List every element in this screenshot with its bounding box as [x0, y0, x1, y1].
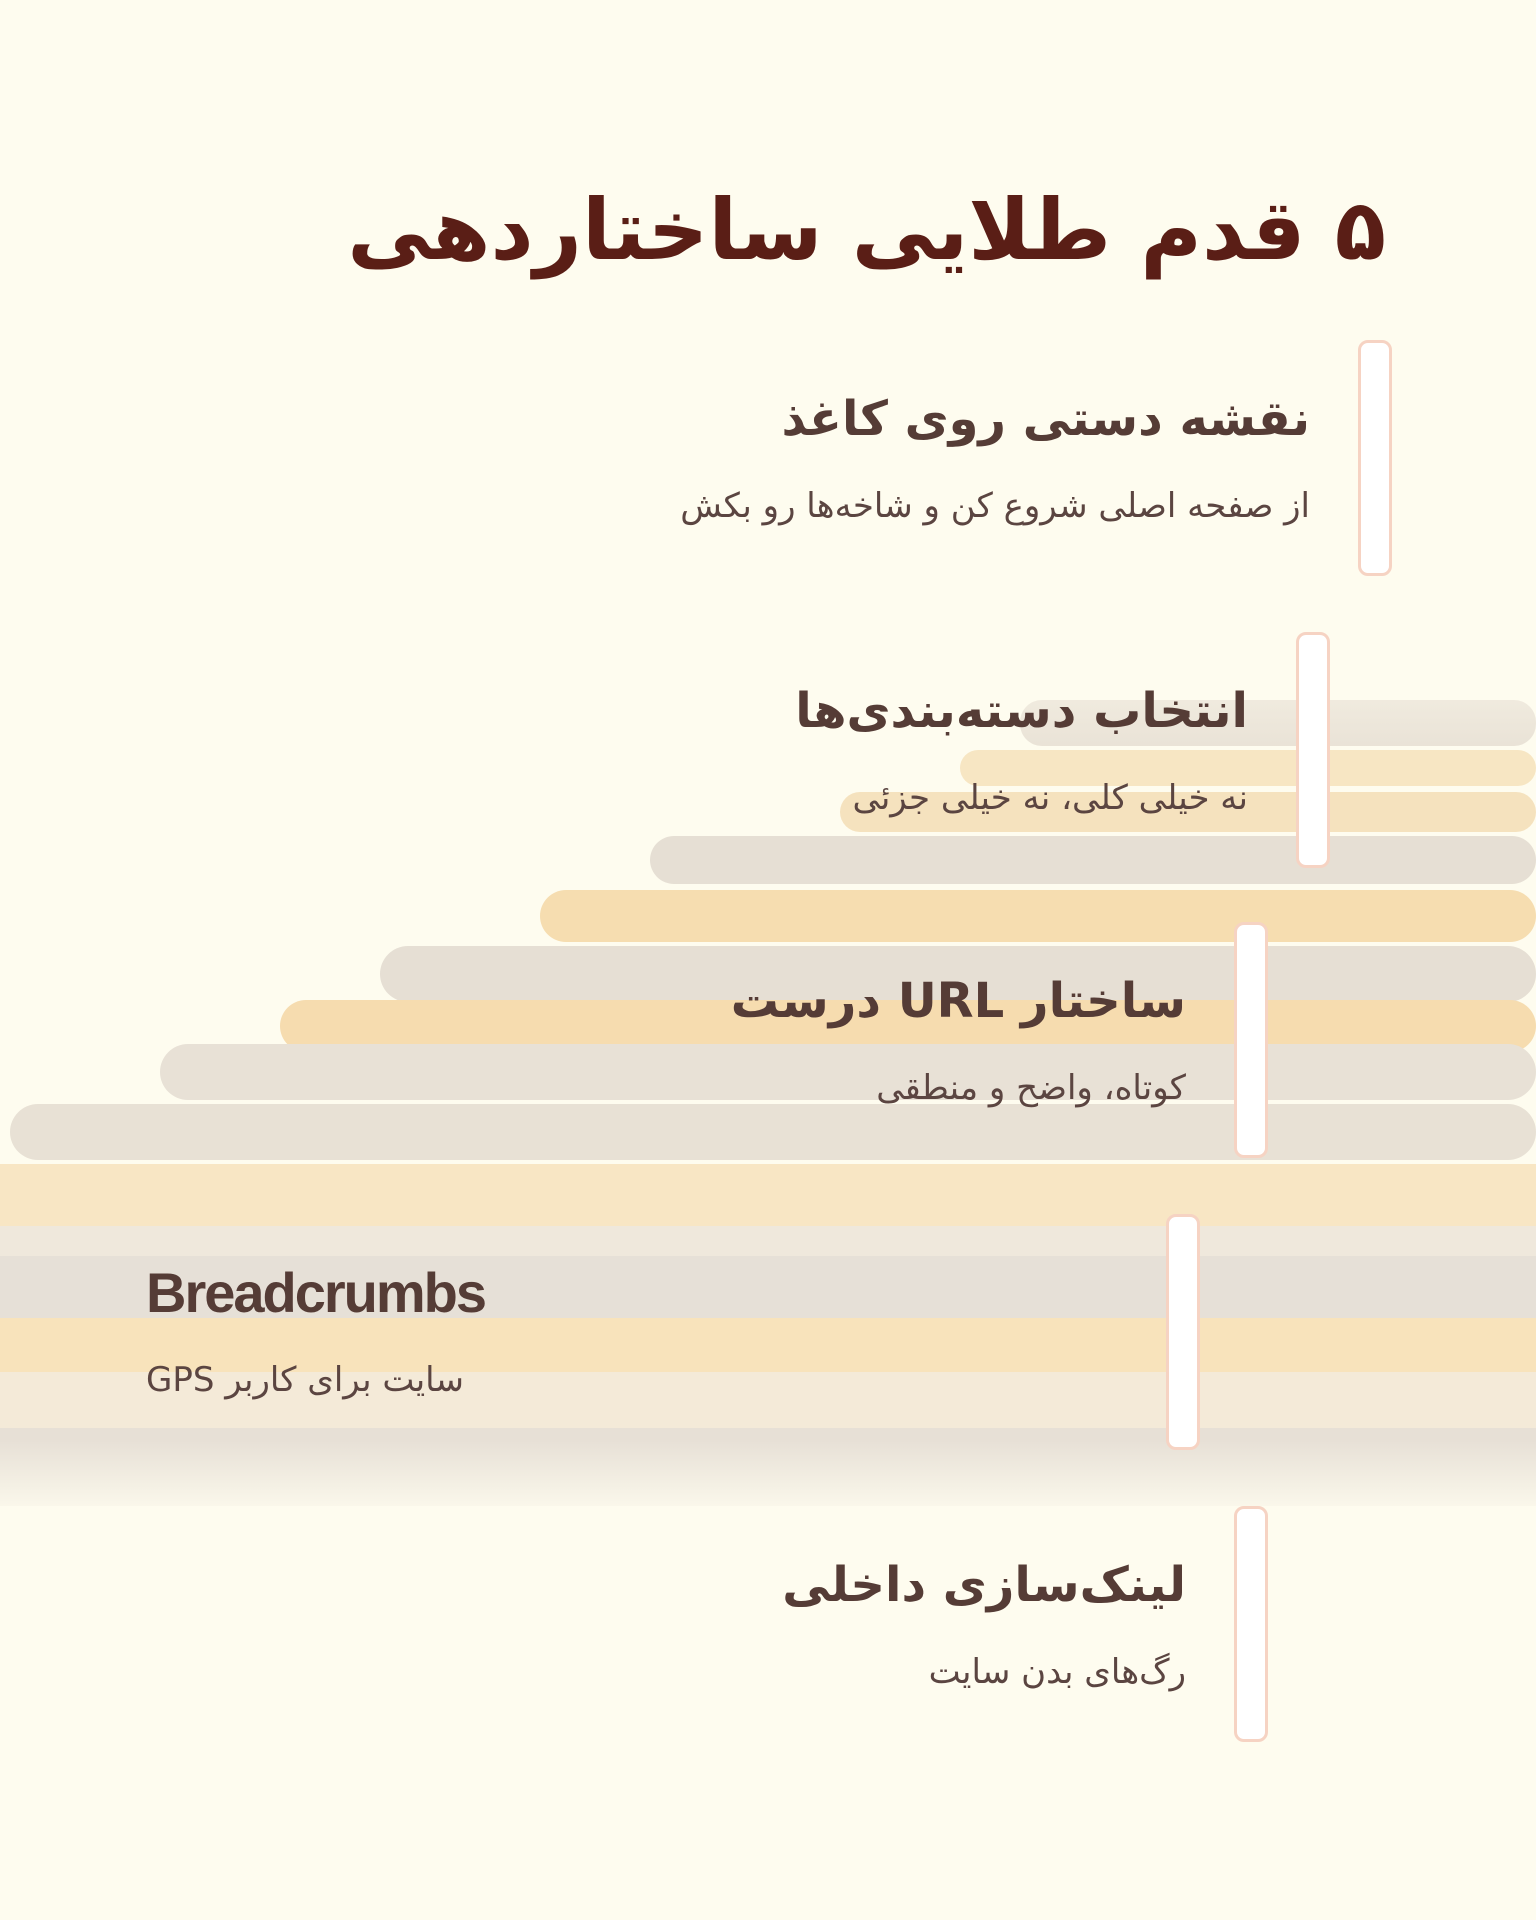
step-marker-bar	[1166, 1214, 1200, 1450]
step-5	[368, 1506, 1268, 1750]
step-heading: نقشه دستی روی کاغذ	[781, 391, 1310, 447]
step-heading: ساختار URL درست	[730, 973, 1186, 1029]
step-marker-bar	[1234, 922, 1268, 1158]
step-3	[368, 922, 1268, 1166]
step-marker-bar	[1234, 1506, 1268, 1742]
step-description: نه خیلی کلی، نه خیلی جزئی	[852, 778, 1248, 818]
step-description: از صفحه اصلی شروع کن و شاخه‌ها رو بکش	[680, 486, 1310, 526]
step-heading: Breadcrumbs	[146, 1261, 486, 1324]
step-description: رگ‌های بدن سایت	[928, 1652, 1186, 1692]
step-marker-bar	[1296, 632, 1330, 868]
step-4	[146, 1214, 1200, 1458]
step-marker-bar	[1358, 340, 1392, 576]
step-description: کوتاه، واضح و منطقی	[876, 1068, 1186, 1108]
step-description: GPS سایت برای کاربر	[146, 1360, 465, 1400]
step-heading: لینک‌سازی داخلی	[782, 1557, 1186, 1613]
step-2	[430, 632, 1330, 876]
step-1	[492, 340, 1392, 584]
step-heading: انتخاب دسته‌بندی‌ها	[795, 683, 1248, 739]
page-title: ۵ قدم طلایی ساختاردهی	[347, 181, 1386, 279]
